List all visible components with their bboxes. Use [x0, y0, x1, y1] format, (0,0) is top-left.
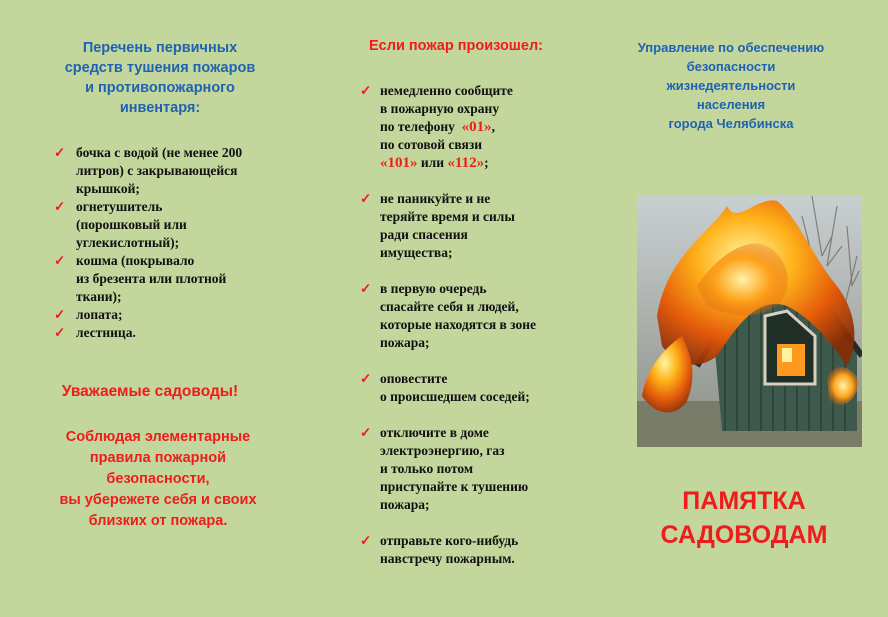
item-line: бочка с водой (не менее 200 — [76, 145, 243, 160]
memo-title — [628, 484, 860, 552]
fire-action-item — [358, 370, 568, 406]
or-word: или — [417, 155, 448, 170]
item-line: пожара; — [380, 497, 430, 512]
fire-actions-list — [358, 82, 568, 586]
inventory-item — [52, 144, 282, 198]
org-line: города Челябинска — [668, 116, 794, 131]
item-line: из брезента или плотной — [76, 271, 227, 286]
item-line: не паникуйте и не — [380, 191, 491, 206]
advice-line: вы убережете себя и своих — [59, 492, 257, 508]
inventory-item — [52, 198, 282, 252]
inventory-list — [52, 144, 282, 342]
checkmark-icon: ✓ — [54, 325, 66, 340]
fire-action-item — [358, 190, 568, 262]
memo-line: ПАМЯТКА — [682, 487, 806, 515]
checkmark-icon: ✓ — [54, 307, 66, 322]
phone-number: «101» — [380, 155, 418, 171]
checkmark-icon: ✓ — [54, 199, 66, 214]
item-line: лестница. — [76, 325, 136, 340]
memo-line: САДОВОДАМ — [660, 521, 828, 549]
checkmark-icon: ✓ — [54, 145, 66, 160]
org-line: безопасности — [686, 59, 776, 74]
inventory-item — [52, 324, 282, 342]
inventory-title-line: и противопожарного — [85, 80, 235, 96]
fire-actions-title: Если пожар произошел: — [369, 38, 543, 54]
org-line: Управление по обеспечению — [637, 40, 825, 55]
phone-number: «112» — [447, 155, 485, 171]
inventory-item — [52, 306, 282, 324]
checkmark-icon: ✓ — [54, 253, 66, 268]
item-line: лопата; — [76, 307, 123, 322]
safety-advice — [28, 427, 288, 532]
phone-line — [380, 118, 568, 136]
item-line: углекислотный); — [76, 235, 180, 250]
item-line: о происшедшем соседей; — [380, 389, 530, 404]
item-line: немедленно сообщите — [380, 83, 513, 98]
item-line: имущества; — [380, 245, 453, 260]
item-line: отправьте кого-нибудь — [380, 533, 519, 548]
item-line: которые находятся в зоне — [380, 317, 537, 332]
advice-line: безопасности, — [106, 471, 210, 487]
item-line: в первую очередь — [380, 281, 487, 296]
punct: ; — [484, 155, 489, 170]
checkmark-icon: ✓ — [360, 533, 372, 548]
item-line: электроэнергию, газ — [380, 443, 505, 458]
advice-line: Соблюдая элементарные — [65, 429, 251, 445]
greeting: Уважаемые садоводы! — [61, 383, 239, 400]
inventory-title-line: средств тушения пожаров — [64, 60, 256, 76]
inventory-title-line: инвентаря: — [119, 100, 201, 116]
item-line: спасайте себя и людей, — [380, 299, 519, 314]
item-line: теряйте время и силы — [380, 209, 515, 224]
phone-label: по телефону — [380, 119, 455, 134]
checkmark-icon: ✓ — [360, 425, 372, 440]
item-line: литров) с закрывающейся — [76, 163, 238, 178]
item-line: крышкой; — [76, 181, 140, 196]
checkmark-icon: ✓ — [360, 281, 372, 296]
fire-action-item — [358, 532, 568, 568]
item-line: кошма (покрывало — [76, 253, 195, 268]
phone-number: «01» — [461, 119, 492, 135]
org-line: жизнедеятельности — [666, 78, 796, 93]
item-line: отключите в доме — [380, 425, 489, 440]
checkmark-icon: ✓ — [360, 371, 372, 386]
punct: , — [491, 119, 496, 134]
fire-action-item — [358, 280, 568, 352]
item-line: пожара; — [380, 335, 430, 350]
item-line: (порошковый или — [76, 217, 187, 232]
item-line: оповестите — [380, 371, 448, 386]
organization-name — [604, 38, 858, 133]
checkmark-icon: ✓ — [360, 191, 372, 206]
inventory-title — [40, 38, 280, 118]
item-line: огнетушитель — [76, 199, 163, 214]
advice-line: близких от пожара. — [88, 513, 228, 529]
item-line: по сотовой связи — [380, 137, 483, 152]
item-line: навстречу пожарным. — [380, 551, 515, 566]
fire-action-item — [358, 424, 568, 514]
mobile-line — [380, 154, 568, 172]
inventory-title-line: Перечень первичных — [82, 40, 238, 56]
inventory-item — [52, 252, 282, 306]
item-line: ткани); — [76, 289, 122, 304]
fire-action-item — [358, 82, 568, 172]
house-fire-photo — [637, 196, 862, 447]
checkmark-icon: ✓ — [360, 83, 372, 98]
item-line: ради спасения — [380, 227, 468, 242]
item-line: в пожарную охрану — [380, 101, 500, 116]
item-line: приступайте к тушению — [380, 479, 529, 494]
item-line: и только потом — [380, 461, 474, 476]
org-line: населения — [696, 97, 766, 112]
advice-line: правила пожарной — [89, 450, 227, 466]
